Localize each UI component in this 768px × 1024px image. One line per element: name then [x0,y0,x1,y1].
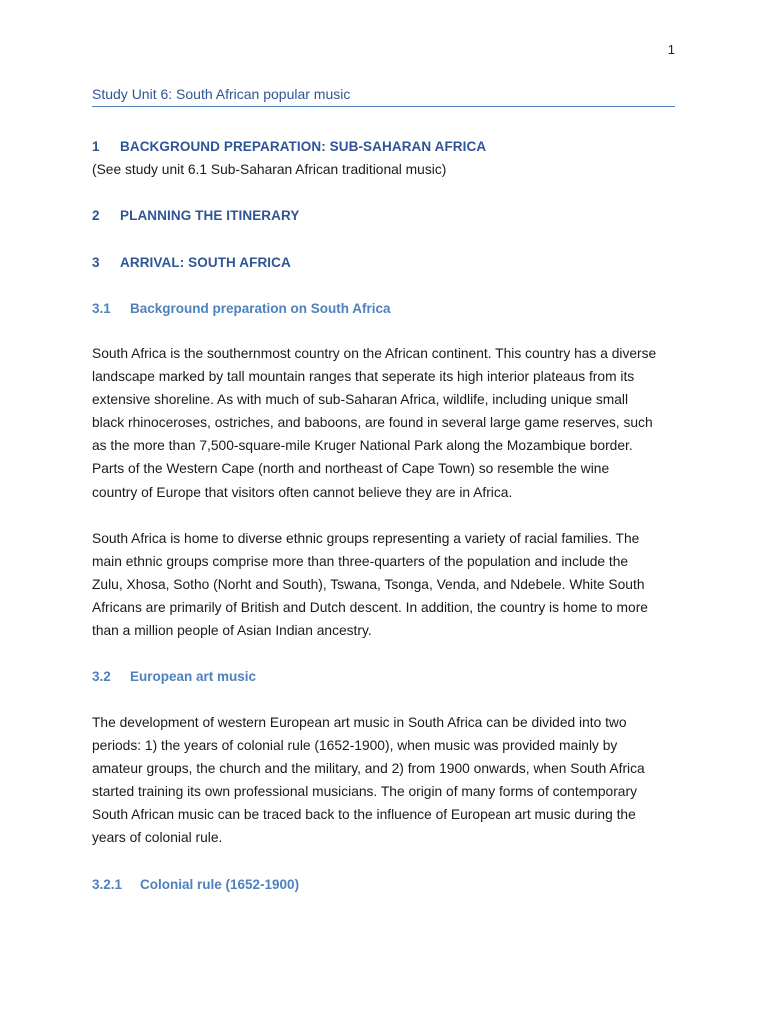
paragraph-line: amateur groups, the church and the military, and 2) from 1900 onwards, when South Africa [92,761,645,776]
page-number: 1 [667,42,675,57]
subsection-heading-3-2 [92,669,256,684]
paragraph-line: extensive shoreline. As with much of sub-Saharan Africa, wildlife, including unique small [92,392,629,407]
section-heading-3 [92,255,291,270]
subsection-heading-3-1 [92,301,391,316]
subsection-number: 3.1 [92,301,111,316]
subsection-heading-3-2-1 [92,877,299,892]
paragraph-line: than a million people of Asian Indian ancestry. [92,623,372,638]
paragraph-line: South Africa is home to diverse ethnic groups representing a variety of racial families. The [92,531,640,546]
paragraph-line: South Africa is the southernmost country on the African continent. This country has a diverse [92,346,657,361]
subsection-title: Colonial rule (1652-1900) [140,877,300,892]
section-number: 3 [92,255,100,270]
running-header: Study Unit 6: South African popular music [92,86,675,107]
paragraph-line: Africans are primarily of British and Dutch descent. In addition, the country is home to more [92,600,648,615]
section-title: PLANNING THE ITINERARY [120,208,300,223]
paragraph-line: years of colonial rule. [92,830,223,845]
paragraph-line: black rhinoceroses, ostriches, and baboons, are found in several large game reserves, such [92,415,653,430]
section-1-note: (See study unit 6.1 Sub-Saharan African traditional music) [92,162,447,177]
section-heading-1 [92,139,486,154]
paragraph-line: main ethnic groups comprise more than three-quarters of the population and include the [92,554,629,569]
paragraph-line: as the more than 7,500-square-mile Kruger National Park along the Mozambique border. [92,438,633,453]
paragraph-line: Zulu, Xhosa, Sotho (Norht and South), Tswana, Tsonga, Venda, and Ndebele. White South [92,577,645,592]
paragraph-line: South African music can be traced back to the influence of European art music during the [92,807,636,822]
subsection-title: European art music [130,669,257,684]
section-title: BACKGROUND PREPARATION: SUB-SAHARAN AFRICA [120,139,487,154]
paragraph-line: Parts of the Western Cape (north and northeast of Cape Town) so resemble the wine [92,461,610,476]
paragraph-line: periods: 1) the years of colonial rule (1652-1900), when music was provided mainly by [92,738,618,753]
section-heading-2 [92,208,299,223]
section-number: 1 [92,139,100,154]
paragraph-line: landscape marked by tall mountain ranges that seperate its high interior plateaus from its [92,369,635,384]
paragraph-line: The development of western European art music in South Africa can be divided into two [92,715,627,730]
subsection-number: 3.2 [92,669,111,684]
section-title: ARRIVAL: SOUTH AFRICA [120,255,291,270]
paragraph-line: started training its own professional musicians. The origin of many forms of contemporary [92,784,637,799]
subsection-number: 3.2.1 [92,877,123,892]
paragraph-line: country of Europe that visitors often cannot believe they are in Africa. [92,485,513,500]
section-number: 2 [92,208,100,223]
subsection-title: Background preparation on South Africa [130,301,391,316]
